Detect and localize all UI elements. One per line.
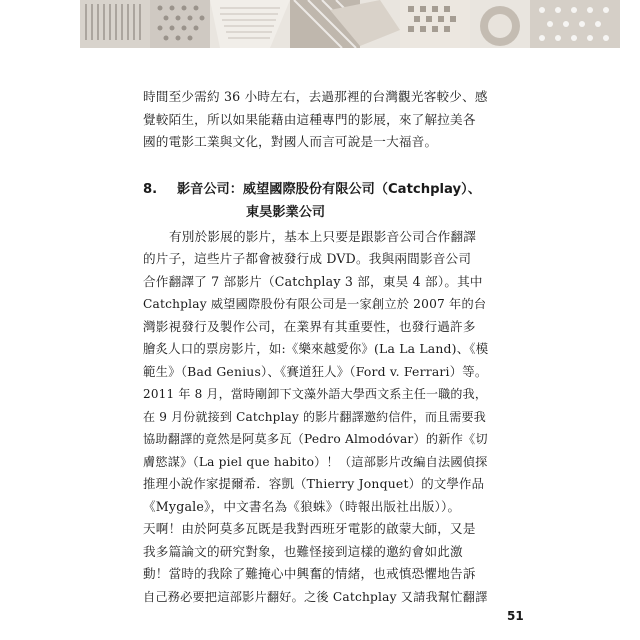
text-line: 時間至少需約 36 小時左右，去過那裡的台灣觀光客較少、感 (143, 89, 488, 104)
text-line: 合作翻譯了 7 部影片（Catchplay 3 部，東昊 4 部）。其中 (143, 273, 483, 289)
text-line: 膾炙人口的票房影片，如:《樂來越愛你》(La La Land)、《模 (143, 341, 489, 356)
paragraph-body (143, 226, 488, 609)
text-line: 有別於影展的影片，基本上只要是跟影音公司合作翻譯 (169, 228, 477, 244)
text-line: 我多篇論文的研究對象，也難怪接到這樣的邀約會如此激 (143, 543, 463, 559)
text-line: 2011 年 8 月，當時剛卸下文藻外語大學西文系主任一職的我， (143, 387, 488, 401)
text-line: 範生》（Bad Genius）、《賽道狂人》（Ford v. Ferrari）等。 (143, 363, 488, 379)
page-number: 51 (507, 609, 524, 623)
text-line: 覺較陌生，所以如果能藉由這種專門的影展，來了解拉美各 (143, 111, 476, 127)
section-number: 8. (143, 181, 158, 197)
collage-pattern-graphic (80, 0, 620, 48)
text-line: 動！當時的我除了難掩心中興奮的情緒，也戒慎恐懼地告訴 (143, 566, 476, 581)
text-line: Catchplay 威望國際股份有限公司是一家創立於 2007 年的台 (143, 297, 487, 311)
text-line: 灣影視發行及製作公司，在業界有其重要性，也發行過許多 (143, 318, 476, 334)
text-line: 協助翻譯的竟然是阿莫多瓦（Pedro Almodóvar）的新作《切 (143, 432, 488, 446)
section-title-line-2: 東昊影業公司 (246, 204, 326, 220)
text-line: 國的電影工業與文化，對國人而言可說是一大福音。 (143, 134, 438, 149)
paragraph-continuation (143, 86, 488, 154)
text-line: 天啊！由於阿莫多瓦既是我對西班牙電影的啟蒙大師，又是 (143, 521, 476, 536)
text-line: 的片子，這些片子都會被發行成 DVD。我與兩間影音公司 (143, 251, 472, 266)
page-body (143, 86, 488, 608)
text-line: 在 9 月份就接到 Catchplay 的影片翻譯邀約信件，而且需要我 (143, 409, 486, 424)
text-line: 《Mygale》，中文書名為《狼蛛》（時報出版社出版））。 (143, 498, 461, 514)
decorative-header-banner (80, 0, 620, 48)
section-heading (143, 178, 488, 224)
text-line: 膚慾謀》（La piel que habito）！（這部影片改編自法國偵探 (143, 454, 488, 469)
text-line: 自己務必要把這部影片翻好。之後 Catchplay 又請我幫忙翻譯 (143, 589, 488, 604)
section-title-line-1: 影音公司：威望國際股份有限公司（Catchplay）、 (177, 181, 481, 197)
text-line: 推理小說作家提爾希．容凱（Thierry Jonquet）的文學作品 (143, 476, 485, 491)
